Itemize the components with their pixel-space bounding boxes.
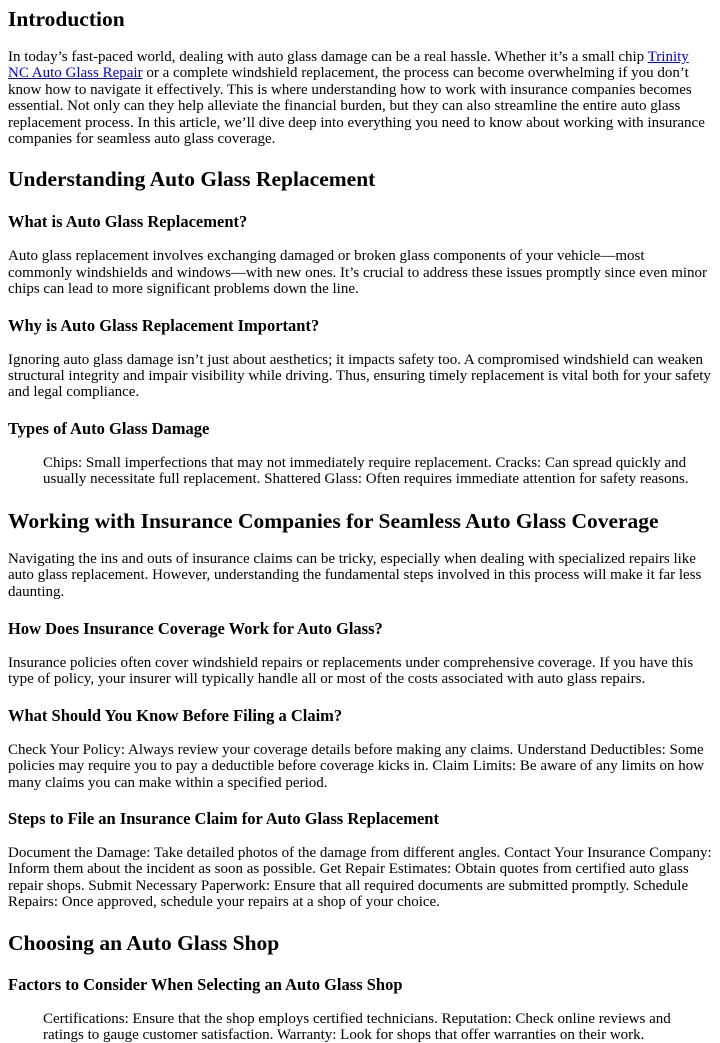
factors-list: Certifications: Ensure that the shop employs certified technicians. Reputation: Check online reviews and ratings to gauge customer satisfaction. Warranty: Look for shops that offer warranties on their work.: [43, 1010, 671, 1043]
types-list: Chips: Small imperfections that may not immediately require replacement. Cracks: Can spread quickly and usually necessitate full replacement. Shattered Glass: Often requires immediate attention for safety reasons.: [43, 454, 689, 488]
before-claim-list: Check Your Policy: Always review your coverage details before making any claims. Understand Deductibles: Some policies may require you to pay a deductible before coverage kicks in. Claim Limits: Be aware of any limits on how many claims you can make within a specified period.: [8, 741, 705, 791]
what-is-paragraph: Auto glass replacement involves exchanging damaged or broken glass components of your vehicle—most commonly windshields and windows—with new ones. It’s crucial to address these issues promptly since even minor chips can lead to more significant problems down the line.: [8, 248, 708, 298]
coverage-heading: How Does Insurance Coverage Work for Auto Glass?: [8, 618, 383, 638]
why-important-paragraph: Ignoring auto glass damage isn’t just about aesthetics; it impacts safety too. A compromised windshield can weaken structural integrity and impair visibility while driving. Thus, ensuring timely replacement is vital both for your safety and legal compliance.: [8, 351, 711, 401]
introduction-heading: Introduction: [8, 7, 125, 31]
trinity-nc-auto-glass-repair-link[interactable]: Trinity NC Auto Glass Repair: [8, 49, 689, 82]
introduction-text-after-link: or a complete windshield replacement, the process can become overwhelming if you don’t know how to navigate it effectively. This is where understanding how to work with insurance companies becomes essential. Not only can they help alleviate the financial burden, but they can also streamline the entire auto glass replacement process. In this article, we’ll dive deep into everything you need to know about working with insurance companies for seamless auto glass coverage.: [8, 65, 705, 148]
choosing-heading: Choosing an Auto Glass Shop: [8, 930, 280, 955]
steps-heading: Steps to File an Insurance Claim for Auto Glass Replacement: [8, 808, 439, 828]
before-claim-heading: What Should You Know Before Filing a Claim?: [8, 705, 343, 725]
why-important-heading: Why is Auto Glass Replacement Important?: [8, 315, 320, 335]
steps-list: Document the Damage: Take detailed photos of the damage from different angles. Contact Your Insurance Company: Inform them about the incident as soon as possible. Get Repair Estimates: Obtain quotes from certified auto glass repair shops. Submit Necessary Paperwork: Ensure that all required documents are submitted promptly. Schedule Repairs: Once approved, schedule your repairs at a shop of your choice.: [8, 844, 712, 911]
introduction-paragraph: [8, 49, 712, 147]
factors-heading: Factors to Consider When Selecting an Auto Glass Shop: [8, 974, 403, 994]
types-heading: Types of Auto Glass Damage: [8, 418, 210, 438]
what-is-heading: What is Auto Glass Replacement?: [8, 212, 248, 232]
introduction-text-before-link: In today’s fast-paced world, dealing with auto glass damage can be a real hassle. Whether it’s a small chip: [8, 49, 648, 65]
article: [0, 6, 720, 1043]
coverage-paragraph: Insurance policies often cover windshield repairs or replacements under comprehensive coverage. If you have this type of policy, your insurer will typically handle all or most of the costs associated with auto glass repairs.: [8, 654, 694, 688]
insurance-paragraph: Navigating the ins and outs of insurance claims can be tricky, especially when dealing with specialized repairs like auto glass replacement. However, understanding the fundamental steps involved in this process will make it far less daunting.: [8, 550, 702, 600]
understanding-heading: Understanding Auto Glass Replacement: [8, 167, 376, 192]
insurance-heading: Working with Insurance Companies for Seamless Auto Glass Coverage: [8, 508, 659, 533]
